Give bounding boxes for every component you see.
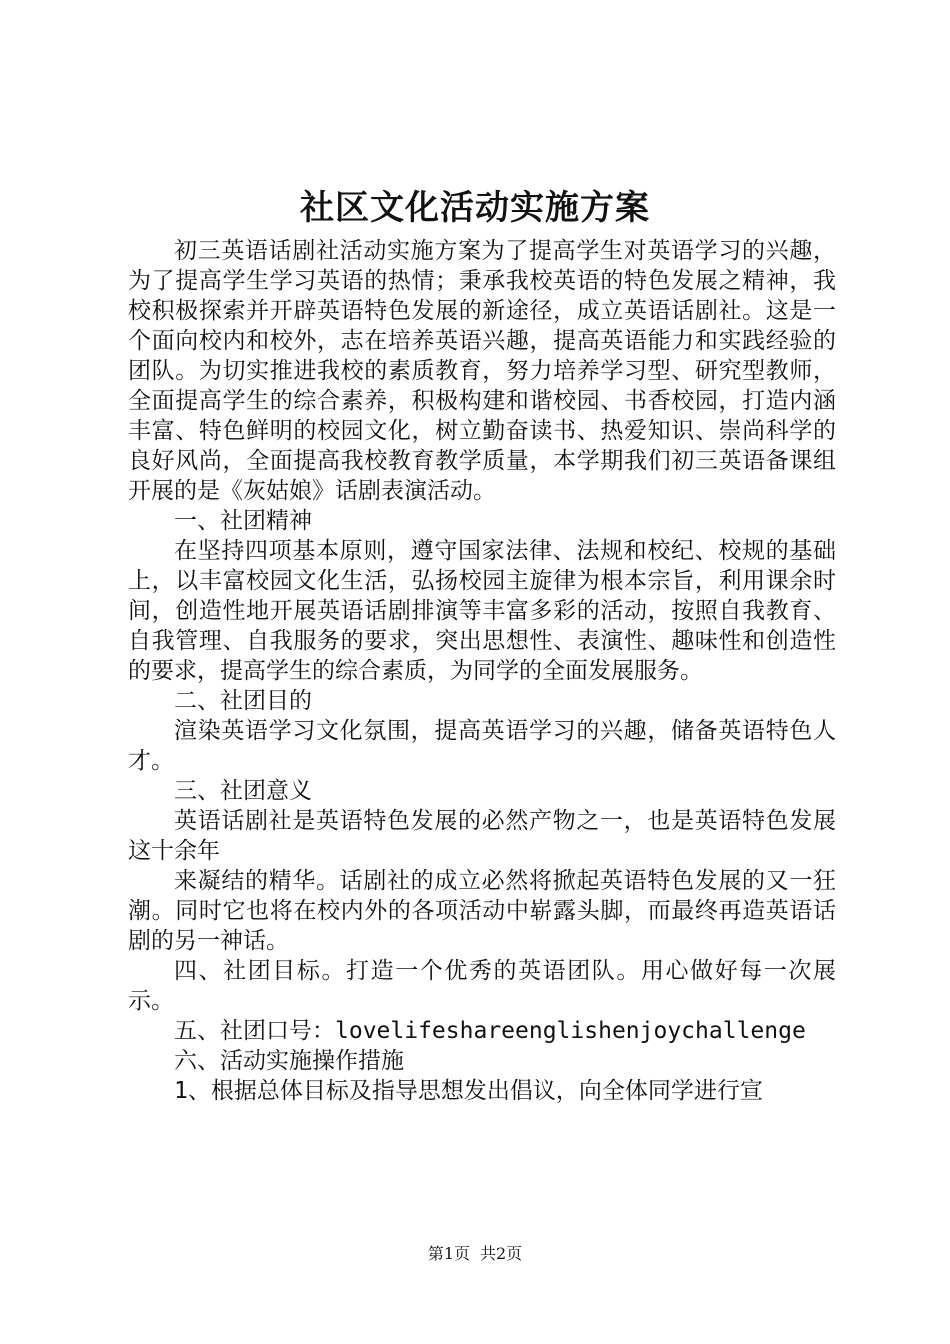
paragraph-spirit: 在坚持四项基本原则，遵守国家法律、法规和校纪、校规的基础上，以丰富校园文化生活，弘扬校园主旋律为根本宗旨，利用课余时间，创造性地开展英语话剧排演等丰富多彩的活动，按照自我教育、自我管理、自我服务的要求，突出思想性、表演性、趣味性和创造性的要求，提高学生的综合素质，为同学的全面发展服务。 <box>128 538 836 684</box>
page-footer <box>0 1244 950 1264</box>
paragraph-goal: 四、社团目标。打造一个优秀的英语团队。用心做好每一次展示。 <box>128 958 836 1014</box>
section-heading-spirit: 一、社团精神 <box>174 508 312 534</box>
paragraph-intro: 初三英语话剧社活动实施方案为了提高学生对英语学习的兴趣，为了提高学生学习英语的热情；秉承我校英语的特色发展之精神，我校积极探索并开辟英语特色发展的新途径，成立英语话剧社。这是一个面向校内和校外，志在培养英语兴趣，提高英语能力和实践经验的团队。为切实推进我校的素质教育，努力培养学习型、研究型教师，全面提高学生的综合素养，积极构建和谐校园、书香校园，打造内涵丰富、特色鲜明的校园文化，树立勤奋读书、热爱知识、崇尚科学的良好风尚，全面提高我校教育教学质量，本学期我们初三英语备课组开展的是《灰姑娘》话剧表演活动。 <box>128 238 836 504</box>
page-number-total: 共2页 <box>480 1244 523 1263</box>
section-heading-significance: 三、社团意义 <box>174 778 312 804</box>
paragraph-significance-2: 来凝结的精华。话剧社的成立必然将掀起英语特色发展的又一狂潮。同时它也将在校内外的各项活动中崭露头脚，而最终再造英语话剧的另一神话。 <box>128 868 836 954</box>
paragraph-measure-1: 1、根据总体目标及指导思想发出倡议，向全体同学进行宣 <box>174 1078 763 1104</box>
document-title: 社区文化活动实施方案 <box>300 188 650 228</box>
section-heading-measures: 六、活动实施操作措施 <box>174 1048 404 1074</box>
paragraph-slogan: 五、社团口号：lovelifeshareenglishenjoychallenge <box>174 1018 806 1044</box>
paragraph-purpose: 渲染英语学习文化氛围，提高英语学习的兴趣，储备英语特色人才。 <box>128 718 836 774</box>
document-body <box>128 236 836 1106</box>
page-number-current: 第1页 <box>427 1244 470 1263</box>
section-heading-purpose: 二、社团目的 <box>174 688 312 714</box>
paragraph-significance-1: 英语话剧社是英语特色发展的必然产物之一，也是英语特色发展这十余年 <box>128 808 836 864</box>
